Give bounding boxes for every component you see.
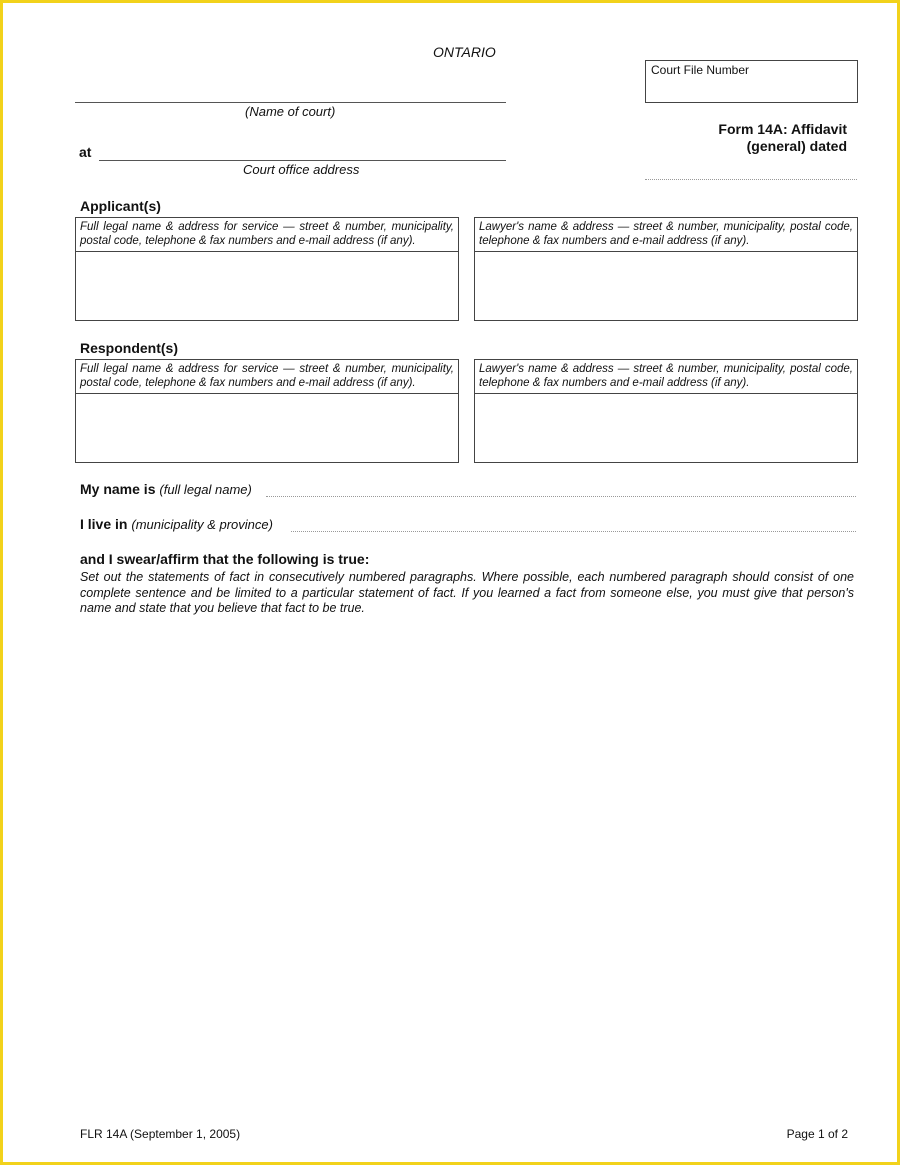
applicants-title: Applicant(s)	[80, 198, 161, 214]
court-file-number-label: Court File Number	[651, 63, 750, 77]
respondent-lawyer-box[interactable]	[474, 359, 858, 463]
form-title-line2: (general) dated	[746, 138, 847, 154]
court-office-line[interactable]	[99, 160, 506, 161]
court-file-number-box[interactable]	[645, 60, 858, 103]
live-label: I live in	[80, 516, 128, 532]
respondent-address-box[interactable]	[75, 359, 459, 463]
live-input-line[interactable]	[291, 531, 856, 532]
applicant-lawyer-head: Lawyer's name & address — street & number, municipality, postal code, telephone & fax numbers and e-mail address (if any).	[475, 218, 857, 252]
applicant-address-head: Full legal name & address for service — street & number, municipality, postal code, telephone & fax numbers and e-mail address (if any).	[76, 218, 458, 252]
name-field-label-row	[80, 481, 252, 497]
swear-instructions: Set out the statements of fact in consecutively numbered paragraphs. Where possible, each numbered paragraph should consist of one complete sentence and be limited to a particular statement of fact. If you learned a fact from someone else, you must give that person's name and state that you believe that fact to be true.	[80, 570, 854, 615]
province-title: ONTARIO	[433, 44, 496, 60]
respondent-address-head: Full legal name & address for service — street & number, municipality, postal code, telephone & fax numbers and e-mail address (if any).	[76, 360, 458, 394]
court-name-label: (Name of court)	[245, 104, 336, 119]
respondent-lawyer-head: Lawyer's name & address — street & number, municipality, postal code, telephone & fax numbers and e-mail address (if any).	[475, 360, 857, 394]
name-input-line[interactable]	[266, 496, 856, 497]
respondents-title: Respondent(s)	[80, 340, 178, 356]
applicant-address-box[interactable]	[75, 217, 459, 321]
footer-page-number: Page 1 of 2	[786, 1127, 848, 1141]
name-label: My name is	[80, 481, 156, 497]
live-hint: (municipality & province)	[131, 517, 273, 532]
at-label: at	[79, 144, 92, 160]
form-title-line1: Form 14A: Affidavit	[718, 121, 847, 137]
swear-title: and I swear/affirm that the following is true:	[80, 551, 370, 567]
live-field-label-row	[80, 516, 273, 532]
court-name-line[interactable]	[75, 102, 506, 103]
footer-form-id: FLR 14A (September 1, 2005)	[80, 1127, 241, 1141]
applicant-lawyer-box[interactable]	[474, 217, 858, 321]
court-office-label: Court office address	[243, 162, 360, 177]
name-hint: (full legal name)	[159, 482, 252, 497]
dated-line[interactable]	[645, 179, 857, 180]
